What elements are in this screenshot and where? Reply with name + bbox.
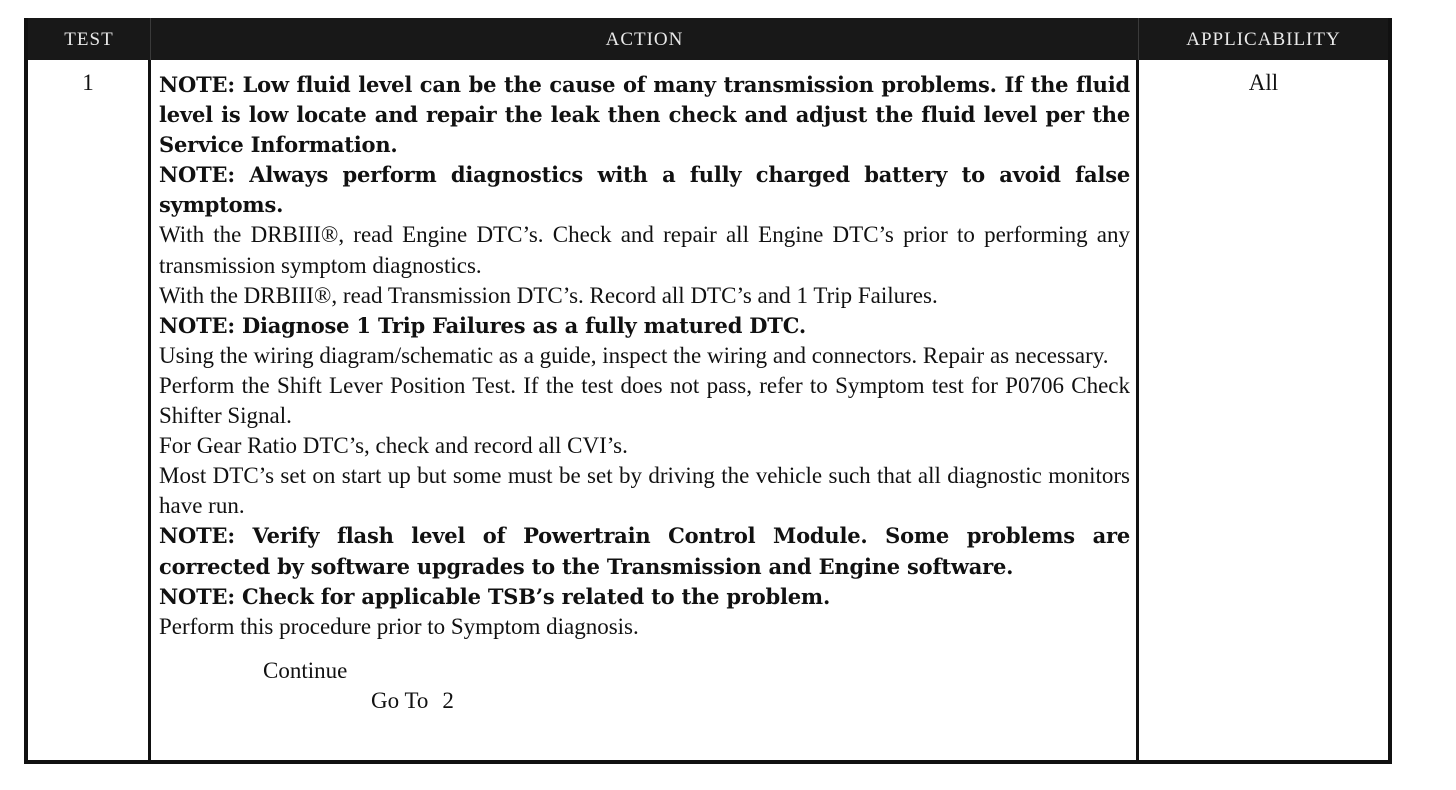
- goto-label: Go To: [371, 687, 429, 713]
- continue-label: Continue: [263, 657, 348, 683]
- goto-link[interactable]: [159, 686, 1130, 716]
- action-note-tsb: NOTE: Check for applicable TSB’s related to the problem.: [159, 583, 831, 609]
- action-step-wiring: Using the wiring diagram/schematic as a guide, inspect the wiring and connectors. Repair as necessary.: [159, 342, 1109, 368]
- action-cell: [151, 60, 1139, 760]
- header-test: TEST: [28, 18, 151, 60]
- continue-block: [159, 656, 1130, 716]
- action-step-dtc-startup: Most DTC’s set on start up but some must be set by driving the vehicle such that all diagnostic monitors have run.: [159, 463, 1130, 519]
- action-step-engine-dtc: With the DRBIII®, read Engine DTC’s. Check and repair all Engine DTC’s prior to performing any transmission symptom diagnostics.: [159, 222, 1130, 278]
- goto-target[interactable]: 2: [442, 687, 454, 713]
- action-note-flash-level: NOTE: Verify flash level of Powertrain Control Module. Some problems are corrected by software upgrades to the Transmission and Engine software.: [159, 523, 1130, 579]
- action-note-battery: NOTE: Always perform diagnostics with a fully charged battery to avoid false symptoms.: [159, 162, 1130, 218]
- action-step-shift-lever: Perform the Shift Lever Position Test. If the test does not pass, refer to Symptom test for P0706 Check Shifter Signal.: [159, 372, 1130, 429]
- test-number: 1: [82, 70, 94, 95]
- header-action: ACTION: [151, 18, 1139, 60]
- action-step-gear-ratio: For Gear Ratio DTC’s, check and record all CVI’s.: [159, 433, 628, 459]
- action-note-low-fluid: NOTE: Low fluid level can be the cause of many transmission problems. If the fluid level is low locate and repair the leak then check and adjust the fluid level per the Service Information.: [159, 72, 1130, 158]
- test-number-cell: [28, 60, 151, 760]
- action-note-trip-failures: NOTE: Diagnose 1 Trip Failures as a fully matured DTC.: [159, 312, 806, 338]
- action-step-perform-procedure: Perform this procedure prior to Symptom diagnosis.: [159, 613, 639, 639]
- header-applicability: APPLICABILITY: [1139, 18, 1388, 60]
- applicability-cell: [1139, 60, 1388, 760]
- action-step-transmission-dtc: With the DRBIII®, read Transmission DTC’s. Record all DTC’s and 1 Trip Failures.: [159, 282, 938, 308]
- diagnostic-table: [24, 18, 1392, 764]
- applicability-value: All: [1248, 70, 1279, 95]
